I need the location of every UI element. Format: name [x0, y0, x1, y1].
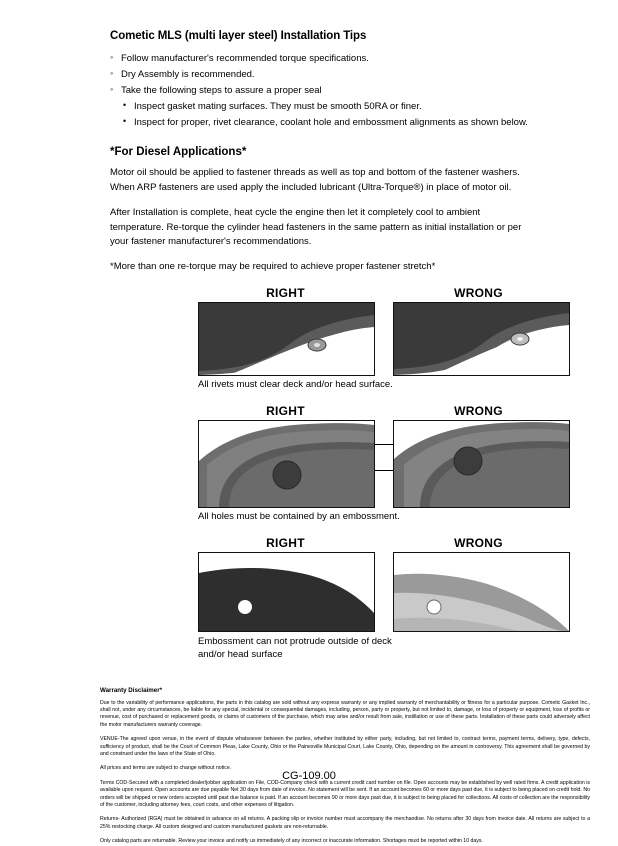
figure-embossment-wrong-label: WRONG [454, 535, 503, 550]
tip-item: ◦ Dry Assembly is recommended. [110, 67, 578, 82]
sub-tip-item: • Inspect for proper, rivet clearance, coolant hole and embossment alignments as shown below. [121, 115, 578, 130]
figure-holes-right-label: RIGHT [266, 403, 305, 418]
figure-embossment-wrong-panel [393, 552, 570, 632]
rivet-wrong-diagram [394, 303, 569, 375]
sub-tip-item: • Inspect gasket mating surfaces. They must be smooth 50RA or finer. [121, 99, 578, 114]
figure-embossment-caption-line1: Embossment can not protrude outside of deck [198, 635, 392, 647]
figure-rivets-labels [198, 286, 578, 302]
retorque-note: *More than one re-torque may be required to achieve proper fastener stretch* [110, 260, 436, 272]
warranty-paragraph: Due to the variability of performance applications, the parts in this catalog are sold without any express warranty or any implied warranty of merchantability or fitness for a particular purpose. Cometic Gasket Inc., shall not, under any circumstances, be liable for any special, incidental or consequential damages, including, person, party or property, but not limited to, damage, or loss of property or equipment, loss of profits or revenue, cost of purchased or replacement goods, or claims of customers of the purchase, which may arise and/or result from sale, instillation or use of these parts. Installation of these parts could adversely affect the motor manufacturers warranty coverage. [100, 699, 590, 728]
warranty-paragraph: Only catalog parts are returnable. Review your invoice and notify us immediately of any incorrect or inaccurate information. Shortages must be reported within 10 days. [100, 838, 483, 845]
figure-rivets [198, 286, 578, 390]
figure-embossment-caption-line2: and/or head surface [198, 648, 283, 660]
tip-text: Take the following steps to assure a proper seal [121, 85, 322, 96]
embossment-right-diagram [199, 553, 374, 631]
figure-rivets-right-label: RIGHT [266, 285, 305, 300]
figure-embossment [198, 536, 578, 661]
figure-rivets-caption: All rivets must clear deck and/or head surface. [198, 378, 393, 390]
page-title: Cometic MLS (multi layer steel) Installation Tips [110, 30, 367, 42]
warranty-paragraph: Terms COD-Secured with a completed dealer/jobber application on File, COD-Company check with a current credit card number on file. Open accounts may be established by well rated firms. A credit application is available upon request. Open accounts are due payable Net 30 days from date of invoice. No statement will be sent. If an account becomes 60 or more days past due, it is subject to being placed on credit hold. No orders will be shipped or new orders accepted until past due balance is paid. If an account becomes 90 or more days past due, it is subject to being placed for collections. All costs of collection are the responsibility of the customer, including attorney fees, court costs, and other expenses of litigation. [100, 779, 590, 808]
figure-rivets-wrong-panel [393, 302, 570, 376]
rivet-right-diagram [199, 303, 374, 375]
figure-embossment-right-panel [198, 552, 375, 632]
figure-holes-wrong-panel [393, 420, 570, 508]
warranty-paragraph: All prices and terms are subject to change without notice. [100, 765, 232, 772]
sub-tips-list [121, 99, 578, 130]
diesel-heading: *For Diesel Applications* [110, 146, 247, 158]
hole-right-diagram [199, 421, 374, 507]
warranty-paragraph: Returns- Authorized (RGA) must be obtained in advance on all returns. A packing slip or invoice number must accompany the merchandise. No returns after 30 days from invoice date. All returns are subject to a 25% restocking charge. All custom designed and custom manufactured gaskets are non-returnable. [100, 816, 590, 830]
diesel-paragraph-1: Motor oil should be applied to fastener threads as well as top and bottom of the fastener washers. When ARP fasteners are used apply the included lubricant (Ultra-Torque®) in place of motor oil. [110, 167, 520, 193]
warranty-heading: Warranty Disclaimer* [100, 686, 163, 694]
figure-embossment-right-label: RIGHT [266, 535, 305, 550]
embossment-wrong-diagram [394, 553, 569, 631]
warranty-paragraph: VENUE-The agreed upon venue, in the event of dispute whatsoever between the parties, whether instituted by either party, including, but not limited to, contract terms, payment terms, delivery, type, defects, sufficiency of product, shall be the Court of Common Pleas, Lake County, Ohio or the Painesville Municipal Court, Lake County, Ohio, depending on the amount in controversy. This agreement shall be governed by and construed under the laws of the State of Ohio. [100, 736, 590, 757]
figure-holes-wrong-label: WRONG [454, 403, 503, 418]
figure-embossment-labels [198, 536, 578, 552]
figure-rivets-wrong-label: WRONG [454, 285, 503, 300]
figure-embossment-caption [198, 635, 578, 661]
tip-item: ◦ Follow manufacturer's recommended torque specifications. [110, 51, 578, 66]
warranty-section [100, 687, 590, 846]
figure-embossment-panels [198, 552, 578, 632]
tip-item [110, 83, 578, 130]
figure-rivets-panels [198, 302, 578, 376]
figure-rivets-right-panel [198, 302, 375, 376]
figure-holes-right-panel [198, 420, 375, 508]
figure-holes-caption: All holes must be contained by an embossment. [198, 510, 400, 522]
document-number: CG-109.00 [282, 770, 336, 782]
figure-holes-panels [198, 420, 578, 508]
figure-holes [198, 404, 578, 522]
diesel-paragraph-2: After Installation is complete, heat cycle the engine then let it completely cool to ambient temperature. Re-torque the cylinder head fasteners in the same pattern as initial installation or per your fastener manufacturer's recommendations. [110, 207, 522, 247]
figures-section [40, 286, 578, 661]
hole-wrong-diagram [394, 421, 569, 507]
tips-list [110, 51, 578, 130]
